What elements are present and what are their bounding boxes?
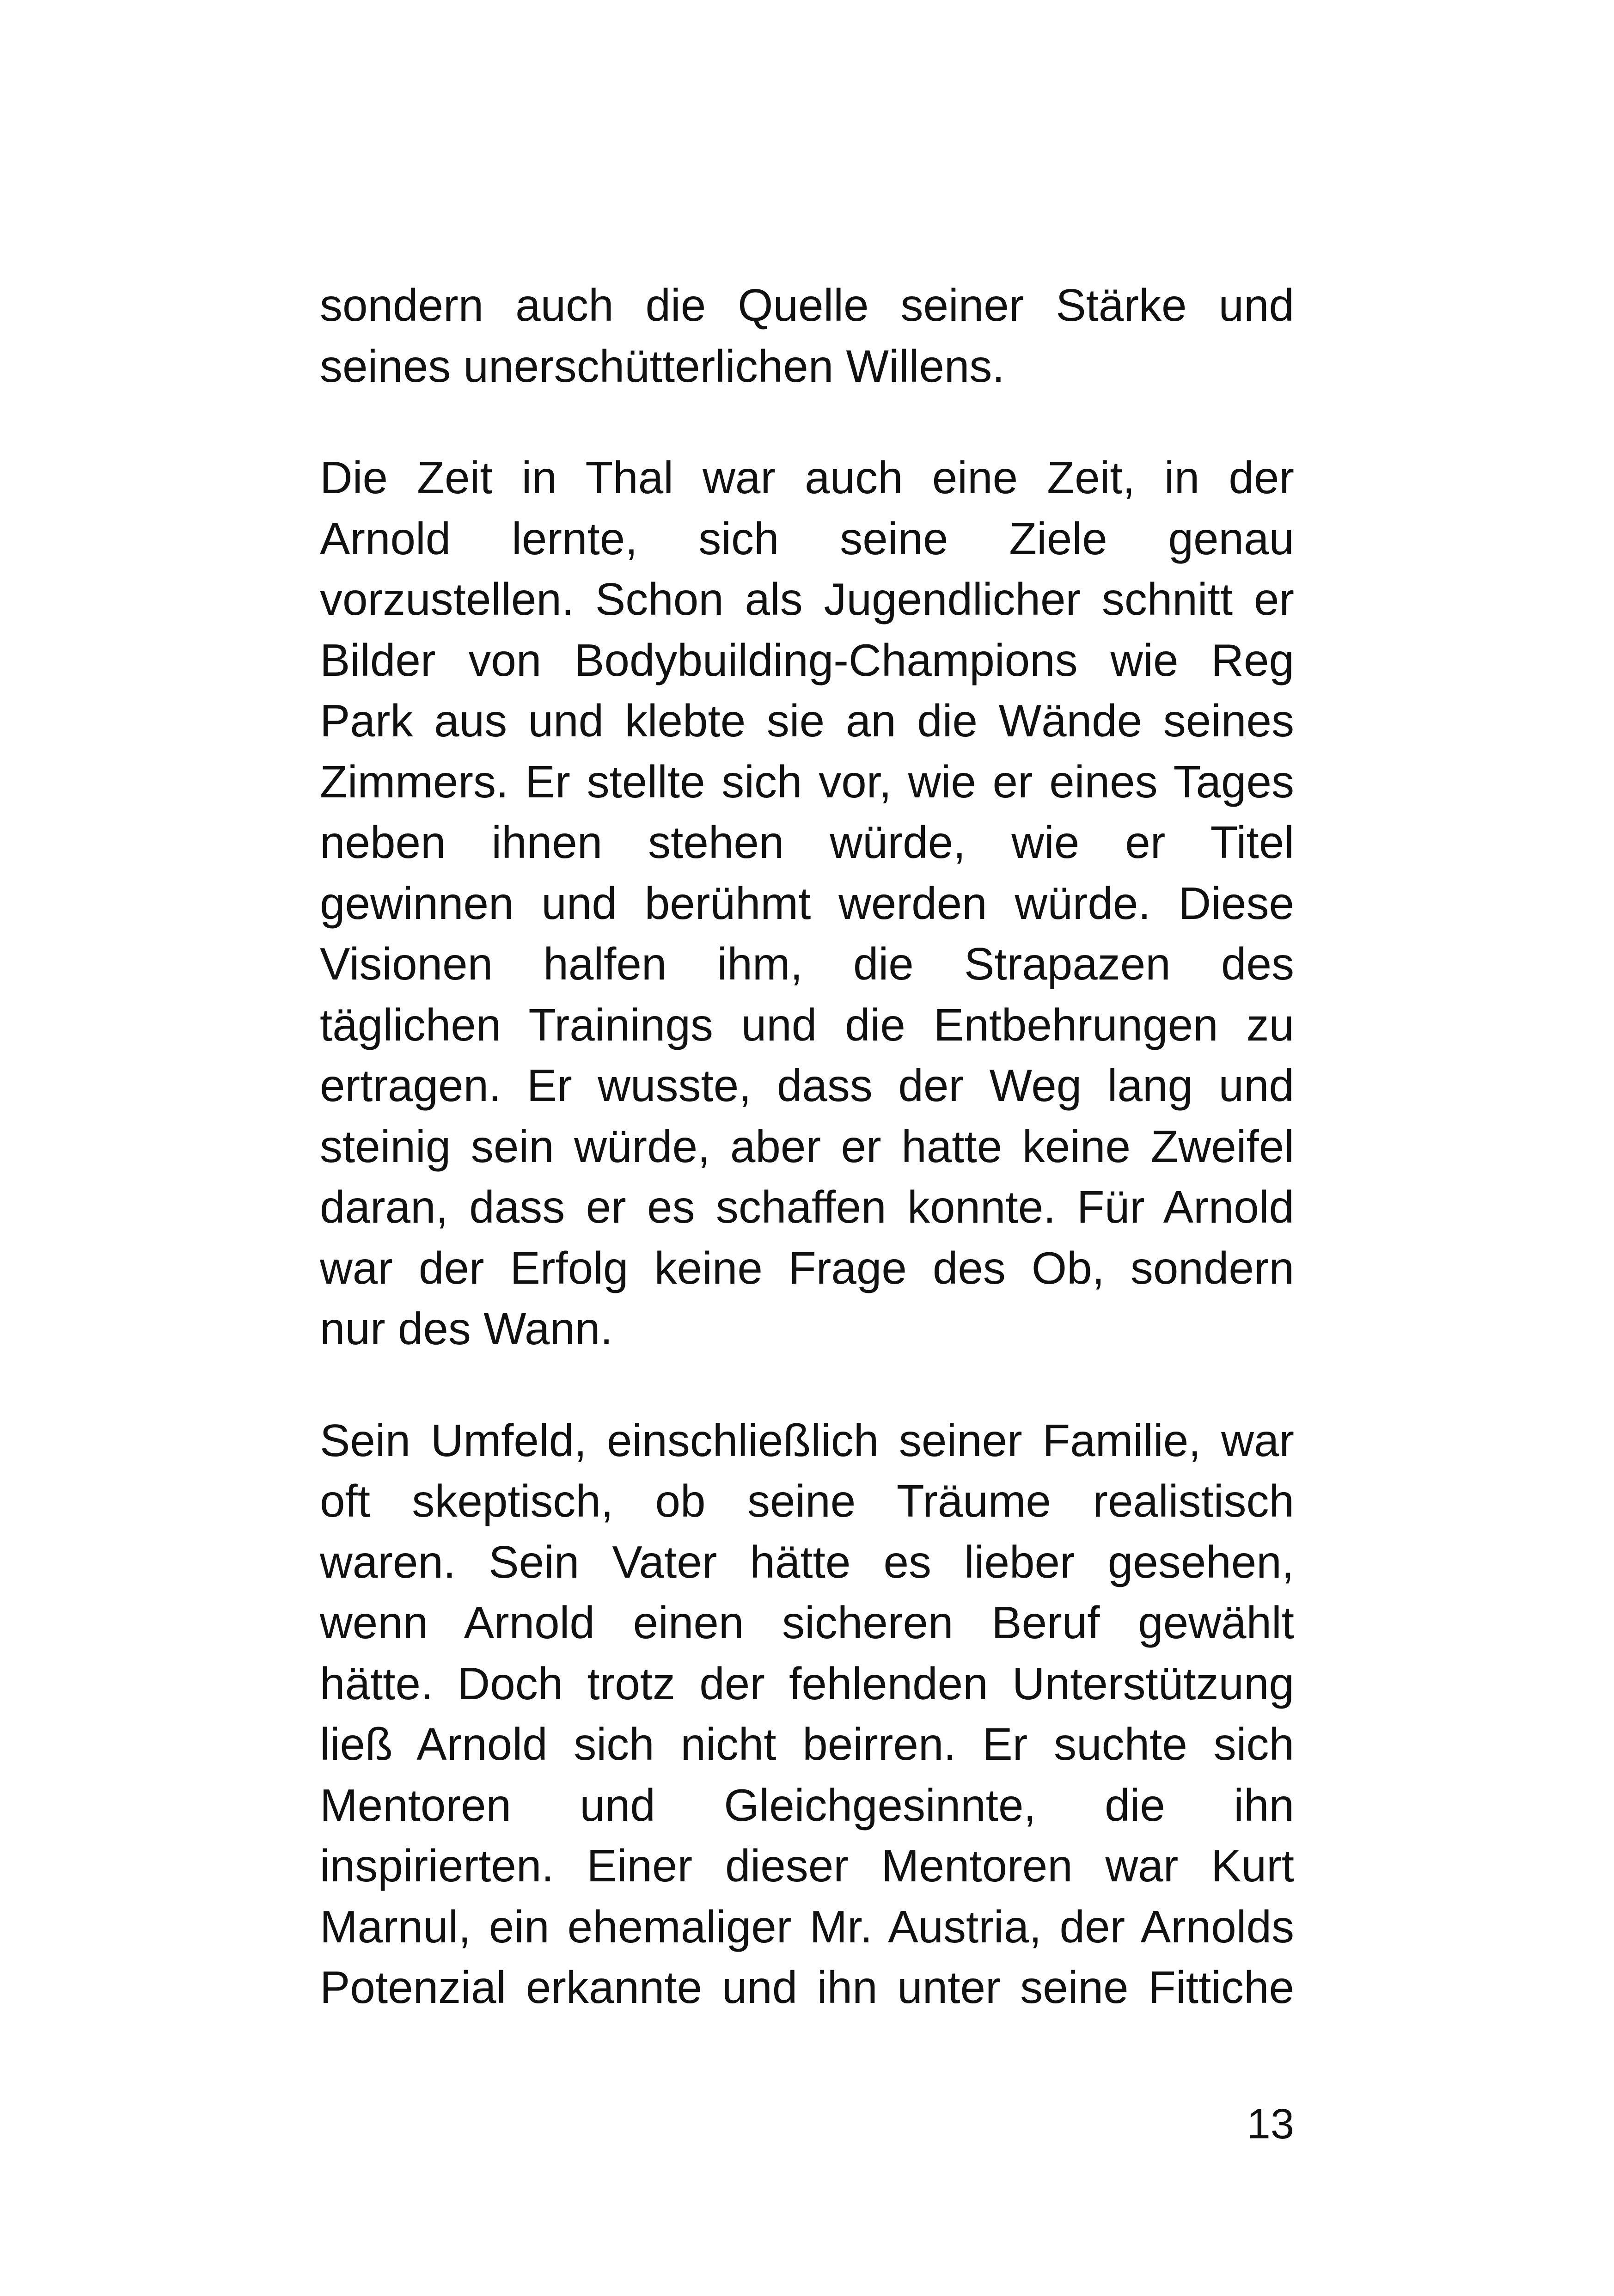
text-line: Die Zeit in Thal war auch eine Zeit, in der [320, 452, 1294, 503]
text-line: neben ihnen stehen würde, wie er Titel [320, 817, 1294, 868]
text-line: waren. Sein Vater hätte es lieber gesehen, [320, 1536, 1294, 1587]
page-number: 13 [1247, 2100, 1294, 2148]
text-line: Mentoren und Gleichgesinnte, die ihn [320, 1779, 1294, 1831]
text-line: Visionen halfen ihm, die Strapazen des [320, 938, 1294, 989]
text-line: vorzustellen. Schon als Jugendlicher schnitt er [320, 574, 1294, 625]
text-line: ließ Arnold sich nicht beirren. Er suchte sich [320, 1719, 1294, 1769]
text-line: daran, dass er es schaffen konnte. Für Arnold [320, 1182, 1294, 1232]
paragraph-2 [320, 447, 1294, 1359]
text-line: täglichen Trainings und die Entbehrungen zu [320, 999, 1294, 1050]
text-line: wenn Arnold einen sicheren Beruf gewählt [320, 1597, 1294, 1648]
text-line: Potenzial erkannte und ihn unter seine Fittiche [320, 1962, 1294, 2013]
text-line: war der Erfolg keine Frage des Ob, sondern [320, 1242, 1294, 1293]
text-line: inspirierten. Einer dieser Mentoren war Kurt [320, 1840, 1294, 1891]
text-line: Marnul, ein ehemaliger Mr. Austria, der Arnolds [320, 1901, 1294, 1952]
text-line: nur des Wann. [320, 1303, 613, 1354]
paragraph-1 [320, 275, 1294, 397]
body-text [320, 275, 1294, 2018]
text-line: Arnold lernte, sich seine Ziele genau [320, 513, 1294, 564]
text-line: sondern auch die Quelle seiner Stärke und [320, 280, 1294, 331]
text-line: gewinnen und berühmt werden würde. Diese [320, 877, 1294, 929]
text-line: Park aus und klebte sie an die Wände seines [320, 695, 1294, 746]
text-line: Zimmers. Er stellte sich vor, wie er eines Tages [320, 756, 1294, 807]
text-line: hätte. Doch trotz der fehlenden Unterstützung [320, 1658, 1294, 1709]
text-line: seines unerschütterlichen Willens. [320, 340, 1005, 392]
text-line: Sein Umfeld, einschließlich seiner Familie, war [320, 1414, 1294, 1466]
text-line: ertragen. Er wusste, dass der Weg lang und [320, 1060, 1294, 1111]
text-line: Bilder von Bodybuilding-Champions wie Reg [320, 634, 1294, 686]
text-line: steinig sein würde, aber er hatte keine Zweifel [320, 1120, 1294, 1172]
paragraph-3 [320, 1410, 1294, 2018]
text-line: oft skeptisch, ob seine Träume realistisch [320, 1476, 1294, 1526]
